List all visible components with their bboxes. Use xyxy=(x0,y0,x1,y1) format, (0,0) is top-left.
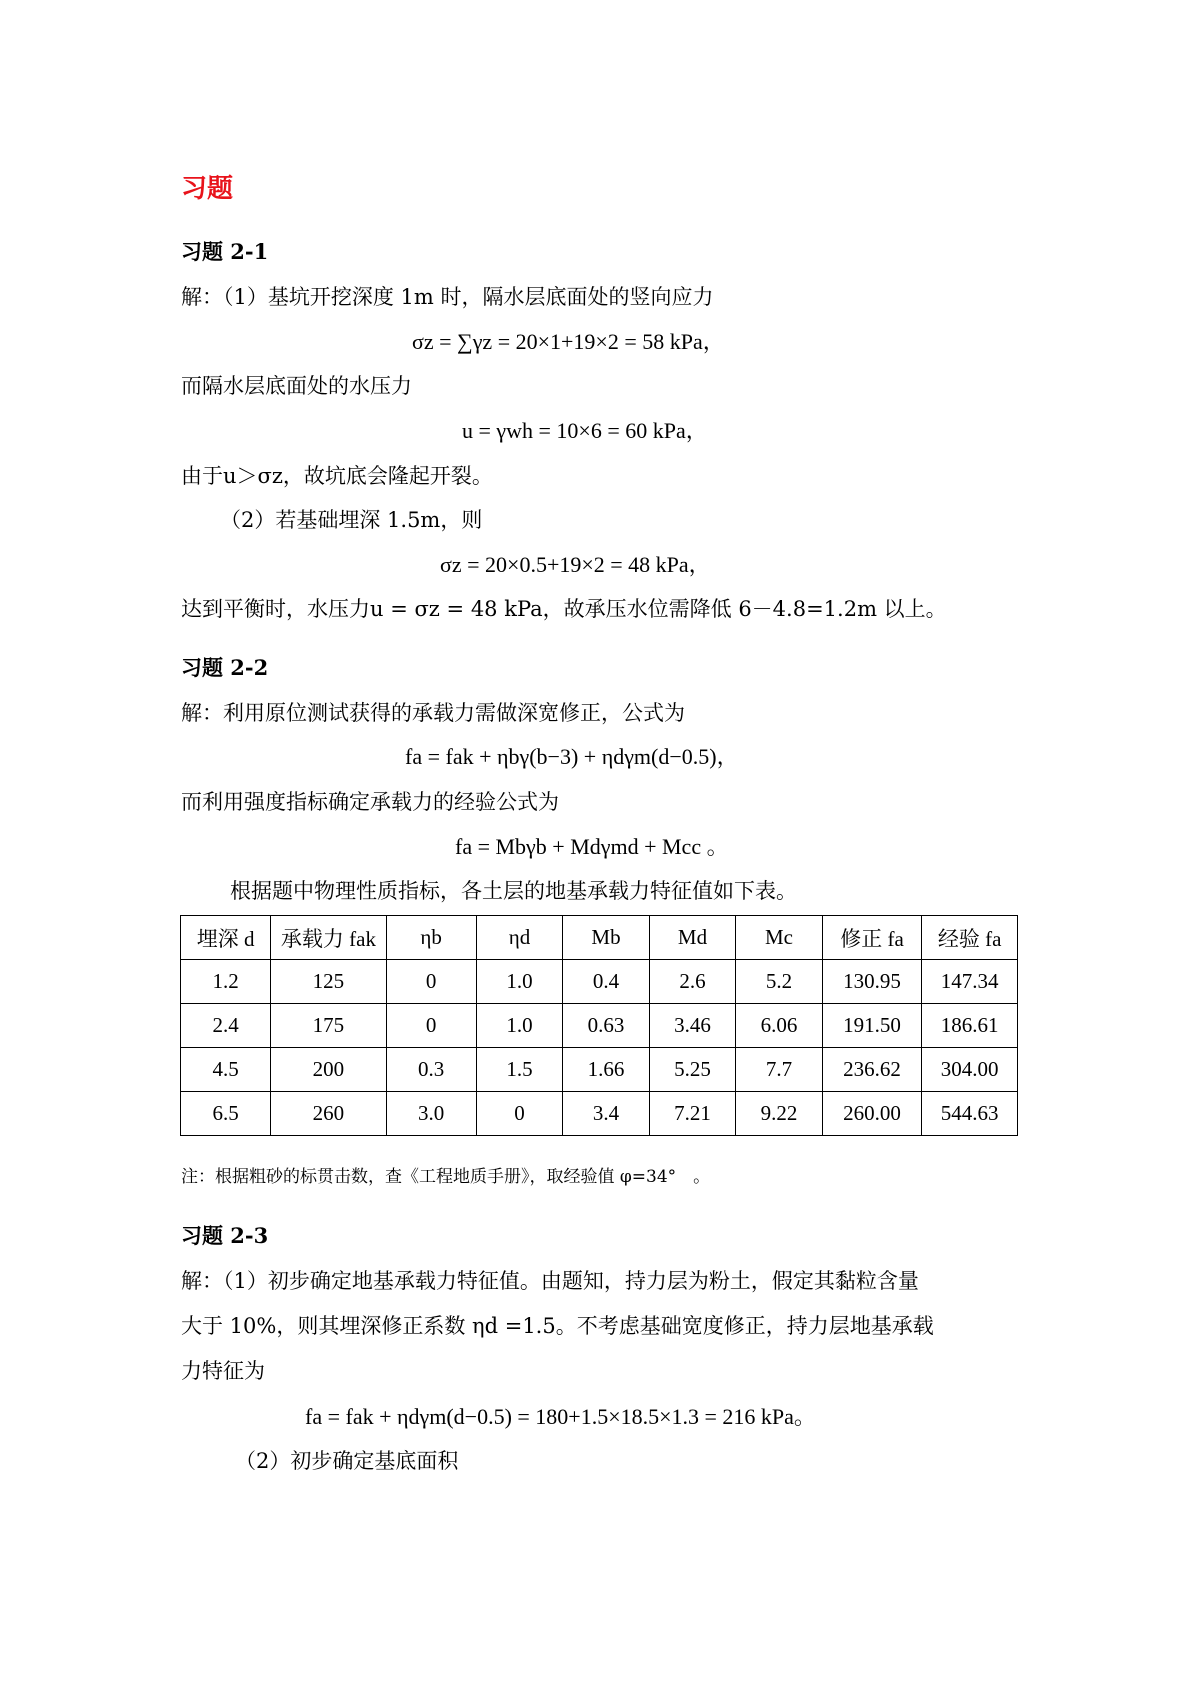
section-heading-2-3: 习题 2-3 xyxy=(181,1223,269,1248)
page-title: 习题 xyxy=(181,174,234,204)
table-cell: 3.46 xyxy=(649,1004,736,1048)
table-header-cell: 埋深 d xyxy=(181,916,271,960)
table-cell: 147.34 xyxy=(922,960,1018,1004)
table-cell: 200 xyxy=(271,1048,386,1092)
table-cell: 1.0 xyxy=(476,960,562,1004)
table-cell: 236.62 xyxy=(822,1048,922,1092)
table-cell: 6.5 xyxy=(181,1092,271,1136)
s1-paragraph-4: （2）若基础埋深 1.5m，则 xyxy=(220,508,483,532)
table-cell: 260.00 xyxy=(822,1092,922,1136)
table-cell: 0 xyxy=(386,960,476,1004)
table-row xyxy=(181,1048,1018,1092)
s3-paragraph-4: （2）初步确定基底面积 xyxy=(235,1449,459,1473)
table-cell: 0 xyxy=(386,1004,476,1048)
s2-paragraph-3: 根据题中物理性质指标，各土层的地基承载力特征值如下表。 xyxy=(230,879,797,903)
table-header-cell: 承载力 fak xyxy=(271,916,386,960)
s2-paragraph-2: 而利用强度指标确定承载力的经验公式为 xyxy=(181,790,559,814)
table-cell: 6.06 xyxy=(736,1004,823,1048)
table-header-cell: 修正 fa xyxy=(822,916,922,960)
table-cell: 3.0 xyxy=(386,1092,476,1136)
s1-paragraph-1: 解：（1）基坑开挖深度 1m 时，隔水层底面处的竖向应力 xyxy=(181,285,714,309)
table-cell: 9.22 xyxy=(736,1092,823,1136)
table-row xyxy=(181,960,1018,1004)
table-cell: 125 xyxy=(271,960,386,1004)
table-cell: 0.4 xyxy=(563,960,650,1004)
table-cell: 5.25 xyxy=(649,1048,736,1092)
s1-paragraph-2: 而隔水层底面处的水压力 xyxy=(181,374,412,398)
s1-eq1-text: σz = ∑γz = 20×1+19×2 = 58 kPa， xyxy=(412,329,725,354)
table-header-cell: ηb xyxy=(386,916,476,960)
bearing-capacity-table xyxy=(180,915,1018,1136)
table-header-cell: Mb xyxy=(563,916,650,960)
s2-equation-1: fa = fak + ηbγ(b−3) + ηdγm(d−0.5)， xyxy=(405,744,739,769)
table-cell: 186.61 xyxy=(922,1004,1018,1048)
table-cell: 544.63 xyxy=(922,1092,1018,1136)
table-cell: 304.00 xyxy=(922,1048,1018,1092)
s1-equation-3: σz = 20×0.5+19×2 = 48 kPa， xyxy=(440,552,711,577)
table-header-row xyxy=(181,916,1018,960)
table-header-cell: Md xyxy=(649,916,736,960)
table-cell: 0 xyxy=(476,1092,562,1136)
table-cell: 1.5 xyxy=(476,1048,562,1092)
table-header-cell: Mc xyxy=(736,916,823,960)
table-cell: 175 xyxy=(271,1004,386,1048)
table-cell: 260 xyxy=(271,1092,386,1136)
table-cell: 4.5 xyxy=(181,1048,271,1092)
table-cell: 130.95 xyxy=(822,960,922,1004)
table-cell: 1.66 xyxy=(563,1048,650,1092)
table-cell: 0.63 xyxy=(563,1004,650,1048)
table-cell: 2.6 xyxy=(649,960,736,1004)
table-header-cell: ηd xyxy=(476,916,562,960)
s1-equation-1 xyxy=(412,325,725,356)
s2-paragraph-1: 解：利用原位测试获得的承载力需做深宽修正，公式为 xyxy=(181,701,685,725)
s1-paragraph-5: 达到平衡时，水压力u = σz = 48 kPa，故承压水位需降低 6－4.8=1.2m 以上。 xyxy=(181,597,947,621)
table-cell: 5.2 xyxy=(736,960,823,1004)
table-cell: 1.2 xyxy=(181,960,271,1004)
table-cell: 7.21 xyxy=(649,1092,736,1136)
s3-paragraph-1: 解：（1）初步确定地基承载力特征值。由题知，持力层为粉土，假定其黏粒含量 xyxy=(181,1269,919,1293)
table-cell: 191.50 xyxy=(822,1004,922,1048)
section-heading-2-1: 习题 2-1 xyxy=(181,239,269,264)
section-heading-2-2: 习题 2-2 xyxy=(181,655,269,680)
s3-paragraph-3: 力特征为 xyxy=(181,1359,265,1383)
table-cell: 0.3 xyxy=(386,1048,476,1092)
table-row xyxy=(181,1092,1018,1136)
s1-paragraph-3: 由于u＞σz，故坑底会隆起开裂。 xyxy=(181,464,493,488)
s2-table-note: 注：根据粗砂的标贯击数，查《工程地质手册》，取经验值 φ=34° 。 xyxy=(181,1167,711,1187)
s3-paragraph-2: 大于 10%，则其埋深修正系数 ηd =1.5。不考虑基础宽度修正，持力层地基承载 xyxy=(181,1314,934,1338)
table-header-cell: 经验 fa xyxy=(922,916,1018,960)
table-cell: 1.0 xyxy=(476,1004,562,1048)
table-row xyxy=(181,1004,1018,1048)
table-cell: 2.4 xyxy=(181,1004,271,1048)
s2-equation-2: fa = Mbγb + Mdγmd + Mcc 。 xyxy=(455,834,729,859)
table-cell: 3.4 xyxy=(563,1092,650,1136)
s3-equation-1: fa = fak + ηdγm(d−0.5) = 180+1.5×18.5×1.3 = 216 kPa。 xyxy=(305,1404,816,1429)
table-cell: 7.7 xyxy=(736,1048,823,1092)
s1-equation-2: u = γwh = 10×6 = 60 kPa， xyxy=(462,418,708,443)
